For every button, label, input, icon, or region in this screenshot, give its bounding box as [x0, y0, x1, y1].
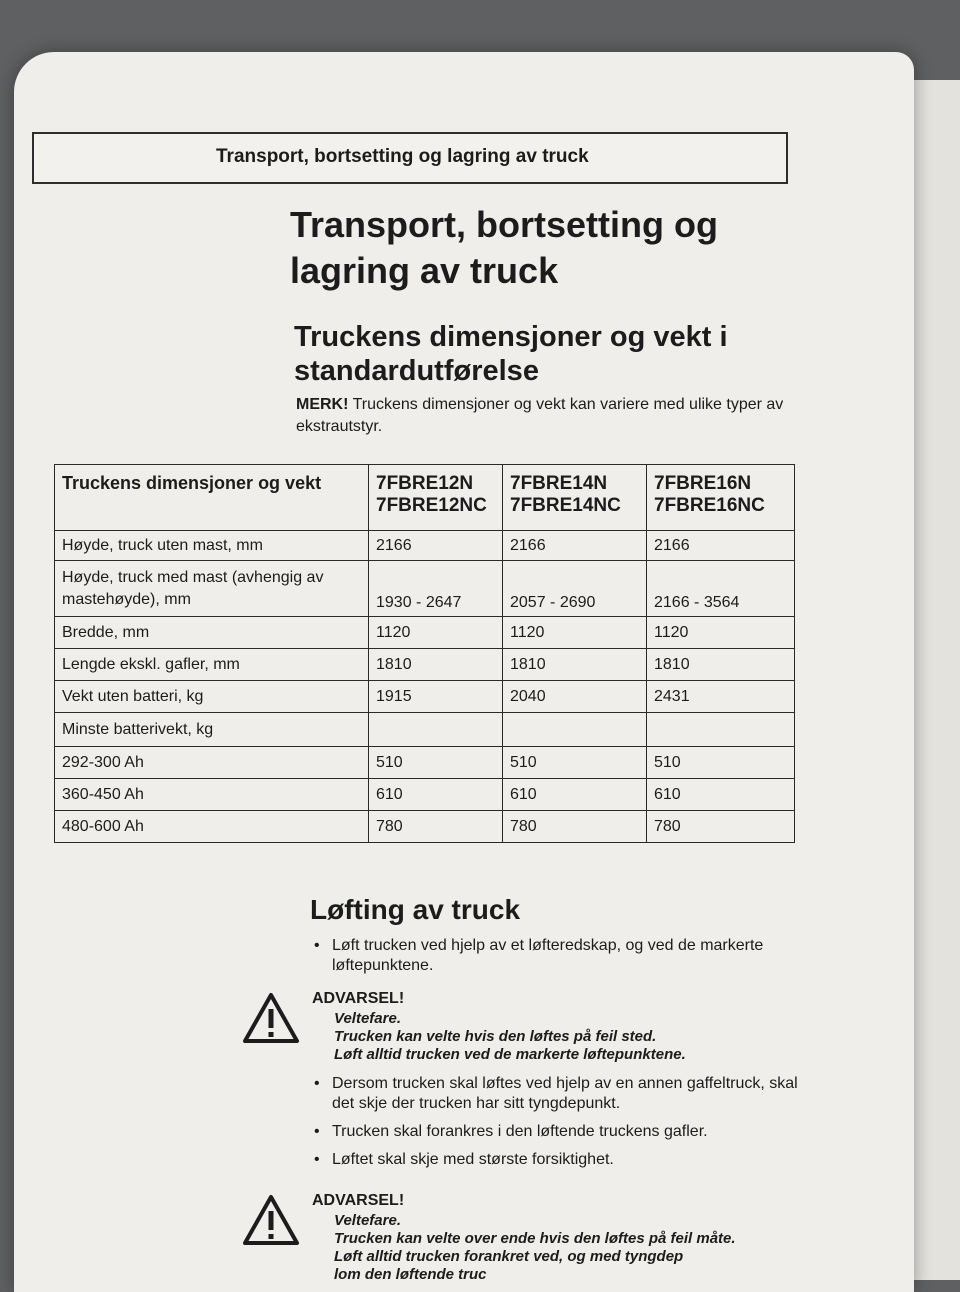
table-row	[55, 561, 795, 617]
page-title	[290, 202, 850, 294]
row-label: 360-450 Ah	[55, 779, 369, 811]
warning-line: Veltefare.	[334, 1212, 401, 1229]
cell-value: 510	[503, 747, 647, 779]
row-label: Høyde, truck med mast (avhengig av mastehøyde), mm	[55, 561, 369, 617]
note	[296, 394, 816, 438]
lifting-title: Løfting av truck	[310, 894, 521, 925]
cell-value: 780	[503, 811, 647, 843]
cell-value: 1120	[369, 617, 503, 649]
note-label: MERK!	[296, 396, 349, 413]
table-row	[55, 617, 795, 649]
cell-value: 780	[647, 811, 795, 843]
note-text: Truckens dimensjoner og vekt kan variere med ulike typer av ekstrautstyr.	[296, 396, 784, 435]
cell-value: 2057 - 2690	[503, 561, 647, 617]
cell-value: 2166 - 3564	[647, 561, 795, 617]
row-label: Vekt uten batteri, kg	[55, 681, 369, 713]
lifting-bullets	[310, 936, 810, 980]
cell-value	[369, 713, 503, 747]
warning-text	[334, 1010, 774, 1064]
table-row	[55, 681, 795, 713]
cell-value: 1120	[647, 617, 795, 649]
cell-value: 1120	[503, 617, 647, 649]
cell-value: 2431	[647, 681, 795, 713]
model-name: 7FBRE12NC	[376, 495, 487, 516]
cell-value: 510	[647, 747, 795, 779]
warning-title: ADVARSEL!	[312, 1192, 405, 1209]
dimensions-table	[54, 464, 795, 843]
table-row	[55, 779, 795, 811]
cell-value: 610	[647, 779, 795, 811]
table-row	[55, 811, 795, 843]
warning-triangle-icon	[242, 1194, 300, 1246]
table-header-row	[55, 465, 795, 531]
list-item: • Løft trucken ved hjelp av et løfteredskap, og ved de markerte løftepunktene.	[310, 936, 810, 976]
model-header	[647, 465, 795, 531]
cell-value: 1915	[369, 681, 503, 713]
model-name: 7FBRE14N	[510, 473, 608, 494]
cell-value: 1930 - 2647	[369, 561, 503, 617]
warning-line: Veltefare.	[334, 1010, 401, 1027]
cell-value: 2166	[647, 531, 795, 561]
model-name: 7FBRE12N	[376, 473, 474, 494]
cell-value: 2166	[369, 531, 503, 561]
warning-line: Trucken kan velte over ende hvis den løftes på feil måte.	[334, 1230, 736, 1247]
cell-value: 1810	[369, 649, 503, 681]
warning-line: Løft alltid trucken ved de markerte løftepunktene.	[334, 1046, 686, 1063]
page-title-line2: lagring av truck	[290, 250, 559, 291]
model-header	[503, 465, 647, 531]
cell-value	[647, 713, 795, 747]
section-title-line1: Truckens dimensjoner og vekt i	[294, 321, 728, 353]
model-name: 7FBRE16NC	[654, 495, 765, 516]
warning-triangle-icon	[242, 992, 300, 1044]
row-label: Bredde, mm	[55, 617, 369, 649]
row-label: Høyde, truck uten mast, mm	[55, 531, 369, 561]
section-title-line2: standardutførelse	[294, 355, 539, 387]
document-page	[14, 52, 914, 1292]
warning-line: Trucken kan velte hvis den løftes på feil sted.	[334, 1028, 657, 1045]
cell-value: 1810	[647, 649, 795, 681]
row-label: 480-600 Ah	[55, 811, 369, 843]
model-name: 7FBRE14NC	[510, 495, 621, 516]
list-item: • Trucken skal forankres i den løftende truckens gafler.	[310, 1122, 810, 1142]
table-row	[55, 531, 795, 561]
cell-value: 780	[369, 811, 503, 843]
row-label: Lengde ekskl. gafler, mm	[55, 649, 369, 681]
running-header	[32, 132, 788, 184]
list-item: • Dersom trucken skal løftes ved hjelp av en annen gaffeltruck, skal det skje der trucken har sitt tyngdepunkt.	[310, 1074, 810, 1114]
warning-line: lom den løftende truc	[334, 1266, 487, 1283]
cell-value: 1810	[503, 649, 647, 681]
lifting-bullets-2	[310, 1074, 810, 1174]
warning-text	[334, 1212, 774, 1284]
section-title	[294, 320, 854, 388]
cell-value: 510	[369, 747, 503, 779]
warning-line: Løft alltid trucken forankret ved, og med tyngdep	[334, 1248, 684, 1265]
row-label: Minste batterivekt, kg	[55, 713, 369, 747]
table-header-label: Truckens dimensjoner og vekt	[55, 465, 369, 531]
model-header	[369, 465, 503, 531]
cell-value: 610	[503, 779, 647, 811]
table-row	[55, 649, 795, 681]
cell-value: 2040	[503, 681, 647, 713]
running-header-text: Transport, bortsetting og lagring av truck	[216, 146, 589, 167]
model-name: 7FBRE16N	[654, 473, 752, 494]
cell-value	[503, 713, 647, 747]
cell-value: 610	[369, 779, 503, 811]
row-label: 292-300 Ah	[55, 747, 369, 779]
table-row	[55, 713, 795, 747]
cell-value: 2166	[503, 531, 647, 561]
page-title-line1: Transport, bortsetting og	[290, 204, 718, 245]
table-row	[55, 747, 795, 779]
list-item: • Løftet skal skje med største forsiktighet.	[310, 1150, 810, 1170]
warning-title: ADVARSEL!	[312, 990, 405, 1007]
